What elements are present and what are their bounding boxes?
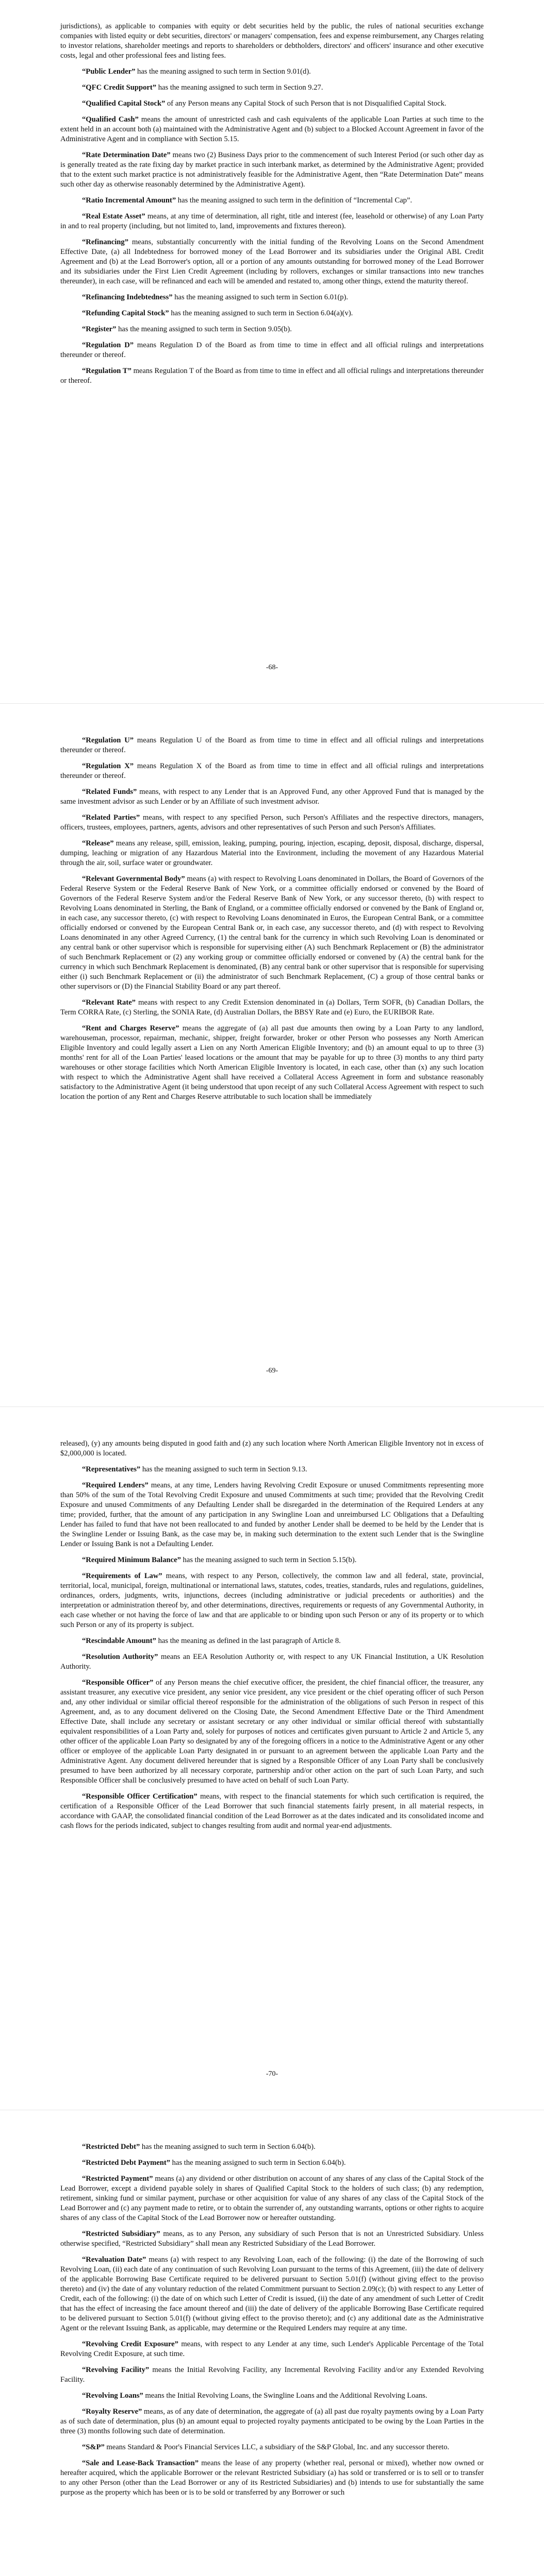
definition-resolution-authority: “Resolution Authority” means an EEA Resolution Authority or, with respect to any UK Financial Institution, a UK Resolution Authority. bbox=[60, 1653, 484, 1671]
definition-restricted-debt: “Restricted Debt” has the meaning assigned to such term in Section 6.04(b). bbox=[82, 2143, 316, 2151]
definition-relevant-governmental-body: “Relevant Governmental Body” means (a) with respect to Revolving Loans denominated in Dollars, the Board of Governors of the Federal Reserve System or the Federal Reserve Bank of New York, or a committee officially endorsed or convened by the Board of Governors of the Federal Reserve System and/or the Federal Reserve Bank of New York, or any successor thereto, (b) with respect to Revolving Loans denominated in Sterling, the Bank of England, or a committee officially endorsed or convened by the Bank of England or, in each case, any successor thereto, (c) with respect to Revolving Loans denominated in Euros, the European Central Bank, or a committee officially endorsed or convened by the European Central Bank or, in each case, any successor thereto, and (d) with respect to Revolving Loans denominated in any other Agreed Currency, (1) the central bank for the currency in which such Revolving Loan is denominated or any central bank or other supervisor which is responsible for supervising either (A) such Benchmark Replacement or (B) the administrator of such Benchmark Replacement or (2) any working group or committee officially endorsed or convened by (A) the central bank for the currency in which such Benchmark Replacement is denominated, (B) any central bank or other supervisor that is responsible for supervising either (i) such Benchmark Replacement or (ii) the administrator of such Benchmark Replacement, (C) a group of those central banks or other supervisors or (D) the Financial Stability Board or any part thereof. bbox=[60, 875, 484, 991]
defined-term: “Responsible Officer Certification” bbox=[82, 1792, 197, 1801]
defined-term: “Regulation X” bbox=[82, 762, 134, 770]
definition-relevant-rate: “Relevant Rate” means with respect to any Credit Extension denominated in (a) Dollars, Term SOFR, (b) Canadian Dollars, the Term CORRA Rate, (c) Sterling, the SONIA Rate, (d) Australian Dollars, the BBSY Rate and (e) Euro, the EURIBOR Rate. bbox=[60, 998, 484, 1016]
definition-revolving-loans: “Revolving Loans” means the Initial Revolving Loans, the Swingline Loans and the Additional Revolving Loans. bbox=[82, 2392, 427, 2400]
page-70 bbox=[0, 1406, 544, 2110]
defined-term: “Rent and Charges Reserve” bbox=[82, 1024, 179, 1032]
defined-term: “Regulation T” bbox=[82, 367, 131, 375]
definition-regulation-d: “Regulation D” means Regulation D of the Board as from time to time in effect and all official rulings and interpretations thereunder or thereof. bbox=[60, 341, 484, 359]
definition-rent-and-charges-reserve: “Rent and Charges Reserve” means the aggregate of (a) all past due amounts then owing by a Loan Party to any landlord, warehouseman, processor, repairman, mechanic, shipper, freight forwarder, broker or other Person who possesses any North American Eligible Inventory and could legally assert a Lien on any North American Eligible Inventory; and (b) an amount equal to up to three (3) months' rent for all of the Loan Parties' leased locations or the amount that may be payable for up to three (3) months to any third party warehouses or other storage facilities which North American Eligible Inventory is located, in each case, other than (x) any such location with respect to which the Administrative Agent shall have received a Collateral Access Agreement in form and substance reasonably satisfactory to the Administrative Agent (it being understood that upon receipt of any such Collateral Access Agreement with respect to such location the portion of any Rent and Charges Reserve attributable to such location shall be immediately bbox=[60, 1024, 484, 1101]
defined-term: “Real Estate Asset” bbox=[82, 212, 145, 221]
defined-term: “Restricted Subsidiary” bbox=[82, 2230, 160, 2238]
defined-term: “Revolving Loans” bbox=[82, 2392, 143, 2400]
defined-term: “Rate Determination Date” bbox=[82, 151, 171, 159]
defined-term: “Royalty Reserve” bbox=[82, 2408, 142, 2416]
page-number: -70- bbox=[266, 2070, 278, 2078]
definition-regulation-t: “Regulation T” means Regulation T of the Board as from time to time in effect and all official rulings and interpretations thereunder or thereof. bbox=[60, 367, 484, 385]
definition-refinancing: “Refinancing” means, substantially concurrently with the initial funding of the Revolving Loans on the Second Amendment Effective Date, (a) all Indebtedness for borrowed money of the Lead Borrower and its subsidiaries under the Original ABL Credit Agreement and (b) at the Lead Borrower's option, all or a portion of any amounts outstanding for borrowed money of the Lead Borrower and its subsidiaries under the First Lien Credit Agreement (including by rollovers, exchanges or similar transactions into new tranches thereunder), in each case, will be refinanced and each will be amended and restated to, among other things, extend the maturity thereof. bbox=[60, 238, 484, 285]
definition-related-parties: “Related Parties” means, with respect to any specified Person, such Person's Affiliates and the respective directors, managers, officers, trustees, employees, partners, agents, advisors and other representatives of such Person and such Person's Affiliates. bbox=[60, 814, 484, 832]
defined-term: “Resolution Authority” bbox=[82, 1653, 158, 1661]
definition-restricted-debt-payment: “Restricted Debt Payment” has the meaning assigned to such term in Section 6.04(b). bbox=[82, 2159, 346, 2167]
definition-refinancing-indebtedness: “Refinancing Indebtedness” has the meaning assigned to such term in Section 6.01(p). bbox=[82, 293, 349, 301]
defined-term: “Rescindable Amount” bbox=[82, 1637, 156, 1645]
page-71 bbox=[0, 2110, 544, 2576]
definition-revolving-facility: “Revolving Facility” means the Initial Revolving Facility, any Incremental Revolving Facility and/or any Extended Revolving Facility. bbox=[60, 2366, 484, 2384]
defined-term: “Relevant Governmental Body” bbox=[82, 875, 185, 883]
definition-qualified-cash: “Qualified Cash” means the amount of unrestricted cash and cash equivalents of the applicable Loan Parties at such time to the extent held in an account both (a) maintained with the Administrative Agent and (b) subject to a Blocked Account Agreement in favor of the Administrative Agent and in compliance with Section 5.15. bbox=[60, 115, 484, 143]
definition-ratio-incremental-amount: “Ratio Incremental Amount” has the meaning assigned to such term in the definition of “Incremental Cap”. bbox=[82, 196, 413, 205]
defined-term: “Register” bbox=[82, 325, 117, 333]
page-number: -69- bbox=[266, 1367, 278, 1375]
definition-regulation-x: “Regulation X” means Regulation X of the Board as from time to time in effect and all official rulings and interpretations thereunder or thereof. bbox=[60, 762, 484, 780]
page-content bbox=[60, 22, 484, 386]
definition-public-lender: “Public Lender” has the meaning assigned to such term in Section 9.01(d). bbox=[82, 67, 311, 76]
defined-term: “Revolving Credit Exposure” bbox=[82, 2340, 178, 2348]
defined-term: “Sale and Lease-Back Transaction” bbox=[82, 2459, 199, 2467]
defined-term: “Refunding Capital Stock” bbox=[82, 309, 169, 317]
definition-responsible-officer-certification: “Responsible Officer Certification” means, with respect to the financial statements for which such certification is required, the certification of a Responsible Officer of the Lead Borrower that such financial statements fairly present, in all material respects, in accordance with GAAP, the consolidated financial condition of the Lead Borrower as at the dates indicated and its consolidated income and cash flows for the periods indicated, subject to changes resulting from audit and normal year-end adjustments. bbox=[60, 1792, 484, 1830]
defined-term: “Restricted Payment” bbox=[82, 2175, 153, 2183]
page-number: -68- bbox=[266, 664, 278, 671]
page-content bbox=[60, 736, 484, 1102]
paragraph-continuation: released), (y) any amounts being disputed in good faith and (z) any such location where North American Eligible Inventory not in excess of $2,000,000 is located. bbox=[60, 1439, 484, 1458]
definition-representatives: “Representatives” has the meaning assigned to such term in Section 9.13. bbox=[82, 1465, 307, 1473]
definition-related-funds: “Related Funds” means, with respect to any Lender that is an Approved Fund, any other Approved Fund that is managed by the same investment advisor as such Lender or by an Affiliate of such investment advisor. bbox=[60, 788, 484, 806]
definition-refunding-capital-stock: “Refunding Capital Stock” has the meaning assigned to such term in Section 6.04(a)(v). bbox=[82, 309, 353, 317]
definition-restricted-payment: “Restricted Payment” means (a) any dividend or other distribution on account of any shares of any class of the Capital Stock of the Lead Borrower, except a dividend payable solely in shares of Qualified Capital Stock to the holders of such class; (b) any redemption, retirement, sinking fund or similar payment, purchase or other acquisition for value of any shares of any class of the Capital Stock of the Lead Borrower and (c) any payment made to retire, or to obtain the surrender of, any outstanding warrants, options or other rights to acquire shares of any class of the Capital Stock of the Lead Borrower now or hereafter outstanding. bbox=[60, 2175, 484, 2222]
defined-term: “S&P” bbox=[82, 2443, 105, 2451]
defined-term: “Regulation D” bbox=[82, 341, 134, 349]
page-68 bbox=[0, 0, 544, 703]
definition-requirements-of-law: “Requirements of Law” means, with respect to any Person, collectively, the common law and all federal, state, provincial, territorial, local, municipal, foreign, multinational or international laws, statutes, codes, treaties, standards, rules and regulations, guidelines, ordinances, orders, judgments, writs, injunctions, decrees (including administrative or judicial precedents or authorities) and the interpretation or administration thereof by, and other determinations, directives, requirements or requests of any Governmental Authority, in each case whether or not having the force of law and that are applicable to or binding upon such Person or any of its property or to which such Person or any of its property is subject. bbox=[60, 1572, 484, 1629]
definition-royalty-reserve: “Royalty Reserve” means, as of any date of determination, the aggregate of (a) all past due royalty payments owing by a Loan Party as of such date of determination, plus (b) an amount equal to projected royalty payments anticipated to be owing by the Loan Parties in the three (3) months following such date of determination. bbox=[60, 2408, 484, 2435]
defined-term: “Public Lender” bbox=[82, 67, 136, 76]
defined-term: “QFC Credit Support” bbox=[82, 83, 157, 92]
definition-revaluation-date: “Revaluation Date” means (a) with respect to any Revolving Loan, each of the following: (i) the date of the Borrowing of such Revolving Loan, (ii) each date of any continuation of such Revolving Loan pursuant to the terms of this Agreement, (iii) the date of delivery of the applicable Borrowing Base Certificate required to be delivered pursuant to Section 5.01(f) (without giving effect to the proviso thereto) and (iv) the date of any voluntary reduction of the related Commitment pursuant to Section 2.09(c); (b) with respect to any Letter of Credit, each of the following: (i) the date of on which such Letter of Credit is issued, (ii) the date of any amendment of such Letter of Credit that has the effect of increasing the face amount thereof and (iii) the date of delivery of the applicable Borrowing Base Certificate required to be delivered pursuant to Section 5.01(f) (without giving effect to the proviso thereto); and (c) any additional date as the Administrative Agent or the relevant Issuing Bank, as applicable, may determine or the Required Lenders may require at any time. bbox=[60, 2256, 484, 2332]
definition-revolving-credit-exposure: “Revolving Credit Exposure” means, with respect to any Lender at any time, such Lender's Applicable Percentage of the Total Revolving Credit Exposure, at such time. bbox=[60, 2340, 484, 2358]
definition-regulation-u: “Regulation U” means Regulation U of the Board as from time to time in effect and all official rulings and interpretations thereunder or thereof. bbox=[60, 736, 484, 754]
defined-term: “Regulation U” bbox=[82, 736, 134, 744]
defined-term: “Refinancing Indebtedness” bbox=[82, 293, 173, 301]
defined-term: “Responsible Officer” bbox=[82, 1679, 154, 1687]
definition-rescindable-amount: “Rescindable Amount” has the meaning as defined in the last paragraph of Article 8. bbox=[82, 1637, 341, 1645]
definition-real-estate-asset: “Real Estate Asset” means, at any time of determination, all right, title and interest (fee, leasehold or otherwise) of any Loan Party in and to real property (including, but not limited to, land, improvements and fixtures thereon). bbox=[60, 212, 484, 230]
definition-sale-and-lease-back-transaction: “Sale and Lease-Back Transaction” means the lease of any property (whether real, personal or mixed), whether now owned or hereafter acquired, which the applicable Borrower or the relevant Restricted Subsidiary (a) has sold or transferred or is to sell or to transfer to any other Person (other than the Lead Borrower or any of its Restricted Subsidiaries) and (b) intends to use for substantially the same purpose as the property which has been or is to be sold or transferred by any Borrower or such bbox=[60, 2459, 484, 2497]
defined-term: “Restricted Debt” bbox=[82, 2143, 140, 2151]
defined-term: “Required Minimum Balance” bbox=[82, 1556, 181, 1564]
page-content bbox=[60, 2142, 484, 2498]
definition-restricted-subsidiary: “Restricted Subsidiary” means, as to any Person, any subsidiary of such Person that is not an Unrestricted Subsidiary. Unless otherwise specified, “Restricted Subsidiary” shall mean any Restricted Subsidiary of the Lead Borrower. bbox=[60, 2230, 484, 2248]
page-69 bbox=[0, 703, 544, 1406]
definition-required-minimum-balance: “Required Minimum Balance” has the meaning assigned to such term in Section 5.15(b). bbox=[82, 1556, 357, 1564]
defined-term: “Refinancing” bbox=[82, 238, 128, 246]
definition-responsible-officer: “Responsible Officer” of any Person means the chief executive officer, the president, the chief financial officer, the treasurer, any assistant treasurer, any executive vice president, any senior vice president, any vice president or the chief operating officer of such Person and, any other individual or similar official thereof responsible for the administration of the obligations of such Person in respect of this Agreement, and, as to any document delivered on the Closing Date, the Second Amendment Effective Date or the Third Amendment Effective Date, shall include any secretary or assistant secretary or any other individual or similar official thereof with substantially equivalent responsibilities of a Loan Party and, solely for purposes of notices and certificates given pursuant to Article 2 and Article 5, any other officer of the applicable Loan Party so designated by any of the foregoing officers in a notice to the Administrative Agent or any other officer or employee of the applicable Loan Party designated in or pursuant to an agreement between the applicable Loan Party and the Administrative Agent. Any document delivered hereunder that is signed by a Responsible Officer of any Loan Party shall be conclusively presumed to have been authorized by all necessary corporate, partnership and/or other action on the part of such Loan Party, and such Responsible Officer shall be conclusively presumed to have acted on behalf of such Loan Party. bbox=[60, 1679, 484, 1785]
defined-term: “Release” bbox=[82, 839, 114, 848]
defined-term: “Revaluation Date” bbox=[82, 2256, 146, 2264]
defined-term: “Revolving Facility” bbox=[82, 2366, 150, 2374]
defined-term: “Requirements of Law” bbox=[82, 1572, 162, 1580]
definition-release: “Release” means any release, spill, emission, leaking, pumping, pouring, injection, escaping, deposit, disposal, discharge, dispersal, dumping, leaching or migration of any Hazardous Material into the Environment, including the movement of any Hazardous Material through the air, soil, surface water or groundwater. bbox=[60, 839, 484, 867]
defined-term: “Relevant Rate” bbox=[82, 998, 136, 1007]
definition-qfc-credit-support: “QFC Credit Support” has the meaning assigned to such term in Section 9.27. bbox=[82, 83, 323, 92]
defined-term: “Required Lenders” bbox=[82, 1481, 149, 1489]
page-content bbox=[60, 1439, 484, 1831]
definition-rate-determination-date: “Rate Determination Date” means two (2) Business Days prior to the commencement of such Interest Period (or such other day as is generally treated as the rate fixing day by market practice in such interbank market, as determined by the Administrative Agent; provided that to the extent such market practice is not administratively feasible for the Administrative Agent, then “Rate Determination Date” means such other day as otherwise reasonably determined by the Administrative Agent). bbox=[60, 151, 484, 189]
paragraph-continuation: jurisdictions), as applicable to companies with equity or debt securities held by the public, the rules of national securities exchange companies with listed equity or debt securities, directors' or managers' compensation, fees and expense reimbursement, any Charges relating to investor relations, shareholder meetings and reports to shareholders or debtholders, directors' and officers' insurance and other executive costs, legal and other professional fees and listing fees. bbox=[60, 22, 484, 60]
defined-term: “Representatives” bbox=[82, 1465, 141, 1473]
defined-term: “Related Parties” bbox=[82, 814, 140, 822]
definition-required-lenders: “Required Lenders” means, at any time, Lenders having Revolving Credit Exposure or unused Commitments representing more than 50% of the sum of the Total Revolving Credit Exposure and unused Commitments at such time; provided that the Revolving Credit Exposure and unused Commitments of any Defaulting Lender shall be disregarded in the determination of the Required Lenders at any time; provided, further, that the amount of any participation in any Swingline Loan and unreimbursed LC Obligations that a Defaulting Lender has failed to fund that have not been reallocated to and funded by another Lender shall be deemed to be held by the Lender that is the Swingline Lender or Issuing Bank, as the case may be, in making such determination to the extent such Lender that is the Swingline Lender or Issuing Bank is not a Defaulting Lender. bbox=[60, 1481, 484, 1548]
defined-term: “Ratio Incremental Amount” bbox=[82, 196, 176, 205]
defined-term: “Restricted Debt Payment” bbox=[82, 2159, 171, 2167]
defined-term: “Related Funds” bbox=[82, 788, 137, 796]
definition-qualified-capital-stock: “Qualified Capital Stock” of any Person means any Capital Stock of such Person that is not Disqualified Capital Stock. bbox=[82, 99, 447, 108]
defined-term: “Qualified Cash” bbox=[82, 115, 139, 124]
definition-register: “Register” has the meaning assigned to such term in Section 9.05(b). bbox=[82, 325, 292, 333]
defined-term: “Qualified Capital Stock” bbox=[82, 99, 166, 108]
definition-sp: “S&P” means Standard & Poor's Financial Services LLC, a subsidiary of the S&P Global, Inc. and any successor thereto. bbox=[82, 2443, 450, 2451]
